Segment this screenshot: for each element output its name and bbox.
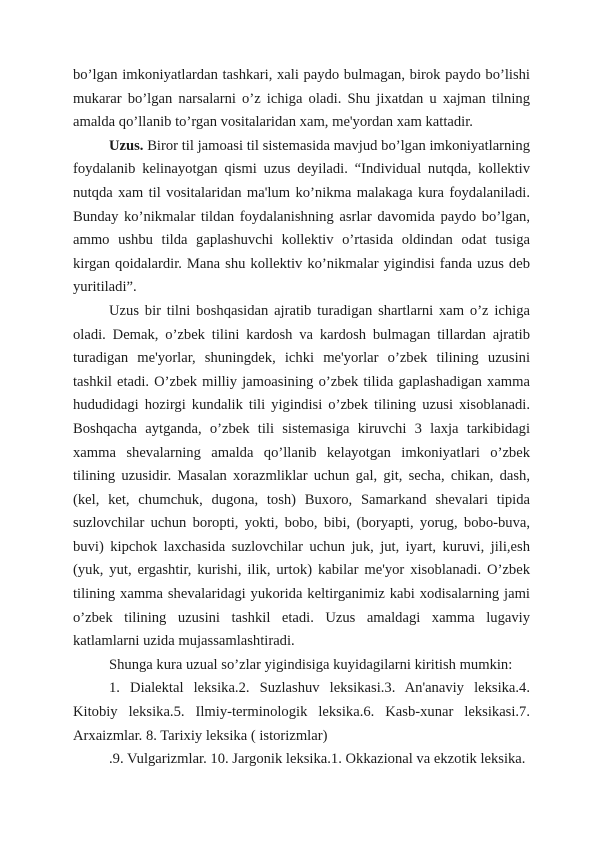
paragraph-list-intro: Shunga kura uzual so’zlar yigindisiga kuyidagilarni kiritish mumkin: bbox=[109, 656, 513, 673]
paragraph-uzus-examples: Uzus bir tilni boshqasidan ajratib turadigan shartlarni xam o’z ichiga oladi. Demak, o’zbek tilini kardosh va kardosh bulmagan tillardan ajratib turadigan me'yorlar, shuningdek, ichki me'yorlar o’zbek tilining uzusini tashkil etadi. O’zbek milliy jamoasining o’zbek tilida gaplashadigan xamma hududidagi hozirgi kundalik tili yigindisi o’zbek tilining uzusi xisoblanadi. Boshqacha aytganda, o’zbek tili sistemasiga kiruvchi 3 laxja tarkibidagi xamma shevalarning amalda qo’llanib kelayotgan imkoniyatlari o’zbek tilining uzusidir. Masalan xorazmliklar uchun gal, git, secha, chikan, dash, (kel, ket, chumchuk, dugona, tosh) Buxoro, Samarkand shevalari tipida suzlovchilar uchun boropti, yokti, bobo, bibi, (boryapti, yorug, bobo-buva, buvi) kipchok laxchasida suzlovchilar uchun juk, jut, iyart, kuruvi, jili,esh (yuk, yut, ergashtir, kurishi, ilik, urtok) kabilar me'yor xisoblanadi. O’zbek tilining xamma shevalaridagi yukorida keltirganimiz kabi xodisalarning jami o’zbek tilining uzusini tashkil etadi. Uzus amaldagi xamma lugaviy katlamlarni uzida mujassamlashtiradi. bbox=[73, 302, 530, 650]
paragraph-uzus-definition bbox=[73, 135, 530, 300]
paragraph-continuation: bo’lgan imkoniyatlardan tashkari, xali paydo bulmagan, birok paydo bo’lishi mukarar bo’lgan narsalarni o’z ichiga oladi. Shu jixatdan u xajman tilning amalda qo’llanib to’rgan vositalaridan xam, me'yordan xam kattadir. bbox=[73, 67, 530, 131]
term-uzus-heading: Uzus. bbox=[109, 137, 144, 154]
paragraph-uzus-text: Biror til jamoasi til sistemasida mavjud bo’lgan imkoniyatlarning foydalanib kelinayotgan qismi uzus deyiladi. “Individual nutqda, kollektiv nutqda xam til vositalaridan ma'lum ko’nikma malakaga kura foydalaniladi. Bunday ko’nikmalar tildan foydalanishning asrlar davomida paydo bo’lgan, ammo ushbu tilda gaplashuvchi kollektiv o’rtasida oldindan odat tusiga kirgan qoidalardir. Mana shu kollektiv ko’nikmalar yigindisi fanda uzus deb yuritiladi”. bbox=[73, 137, 530, 296]
document-body bbox=[73, 64, 530, 772]
paragraph-lexicon-list-cont: .9. Vulgarizmlar. 10. Jargonik leksika.1. Okkazional va ekzotik leksika. bbox=[109, 751, 526, 768]
paragraph-lexicon-list: 1. Dialektal leksika.2. Suzlashuv leksikasi.3. An'anaviy leksika.4. Kitobiy leksika.5. Ilmiy-terminologik leksika.6. Kasb-xunar leksikasi.7. Arxaizmlar. 8. Tarixiy leksika ( istorizmlar) bbox=[73, 680, 530, 744]
